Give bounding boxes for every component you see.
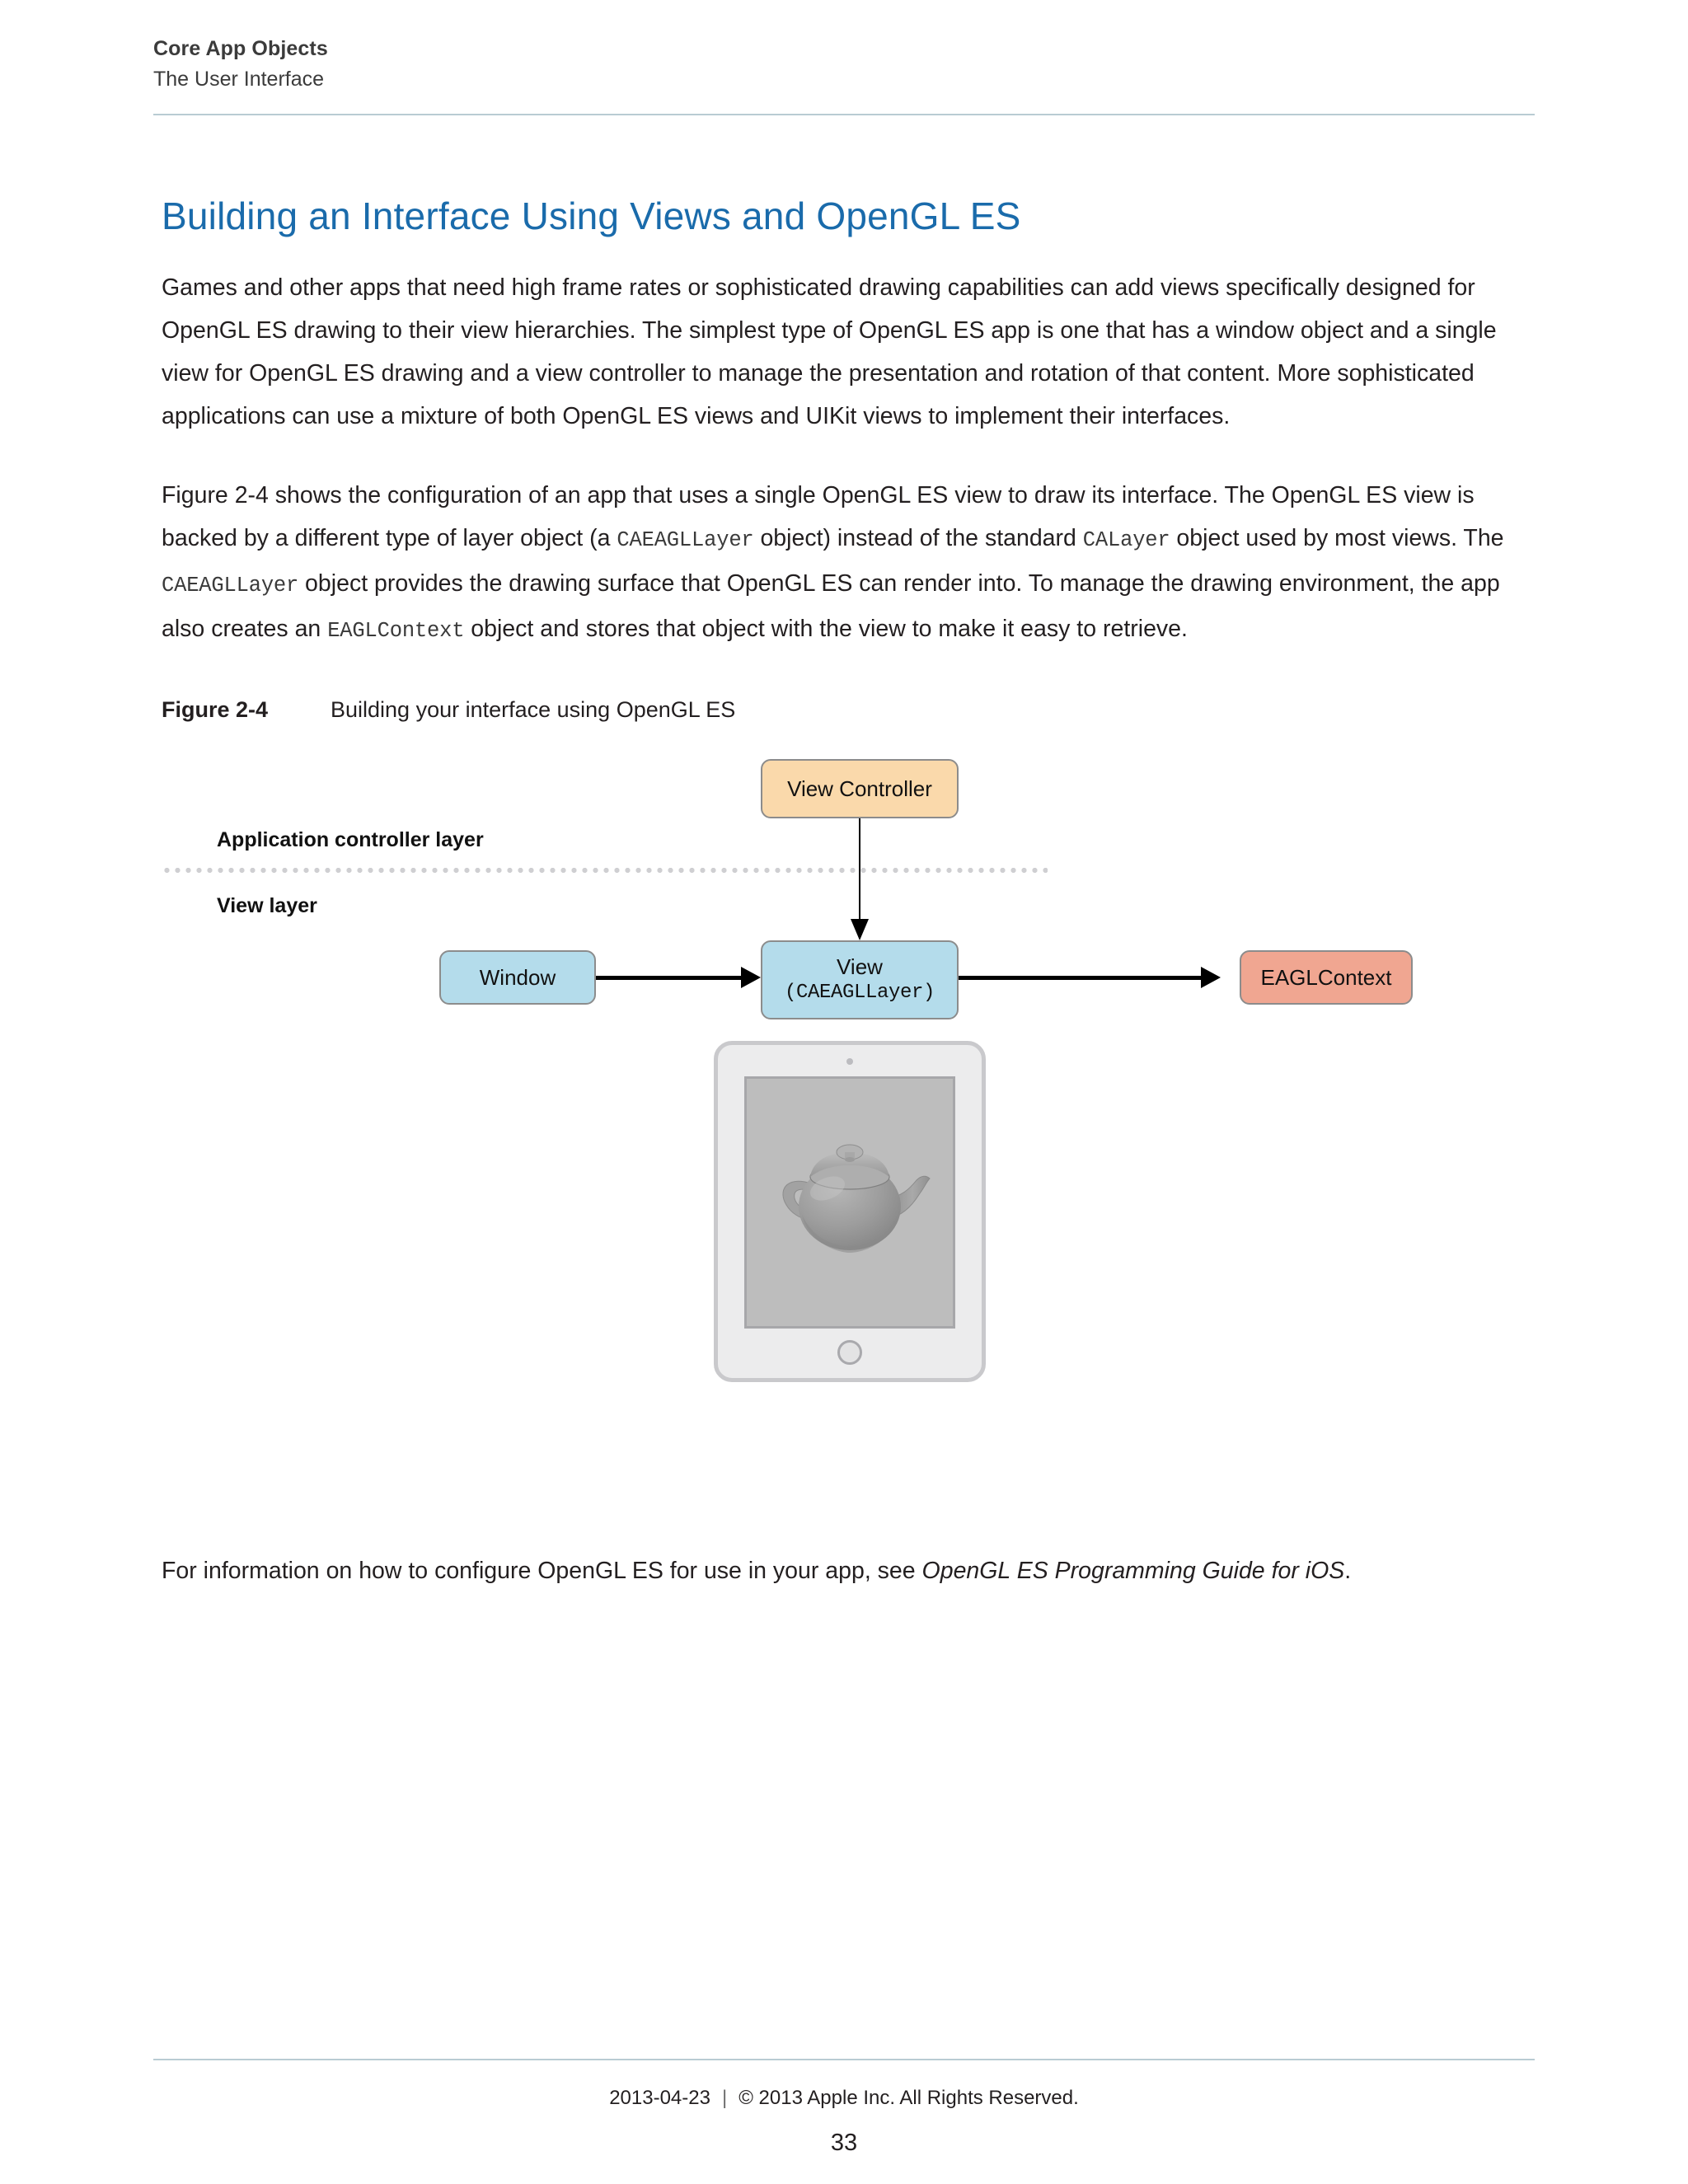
arrow-window-to-view-line	[596, 976, 743, 980]
header-divider	[153, 114, 1535, 115]
code-calayer: CALayer	[1082, 527, 1170, 552]
ipad-device-illustration	[714, 1041, 986, 1382]
header-chapter-title: The User Interface	[153, 68, 325, 91]
diagram-box-eagl-context-label: EAGLContext	[1260, 964, 1392, 990]
running-header	[153, 36, 1535, 93]
closing-paragraph	[162, 1549, 1513, 1592]
diagram-box-eagl-context	[1240, 950, 1413, 1005]
arrow-view-to-context-line	[959, 976, 1203, 980]
arrow-view-to-context-head	[1201, 967, 1221, 988]
diagram-box-window-label: Window	[479, 964, 556, 990]
diagram-box-view-controller	[761, 759, 959, 818]
page-number: 33	[830, 2130, 858, 2156]
diagram-box-view	[761, 940, 959, 1019]
book-reference: OpenGL ES Programming Guide for iOS	[921, 1558, 1345, 1584]
code-caeagllayer-2: CAEAGLLayer	[162, 573, 299, 598]
footer-divider	[153, 2059, 1535, 2060]
arrow-controller-to-view-line	[859, 818, 860, 922]
diagram-box-window	[439, 950, 596, 1005]
body-paragraph-1: Games and other apps that need high frame rates or sophisticated drawing capabilities can add views specifically designed for OpenGL ES drawing to their view hierarchies. The simplest type of OpenGL ES app is one that has a window object and a single view for OpenGL ES drawing and a view controller to manage the presentation and rotation of that content. More sophisticated applications can use a mixture of both OpenGL ES views and UIKit views to implement their interfaces.	[162, 274, 1497, 429]
camera-icon	[846, 1058, 853, 1065]
diagram-box-view-layer-class: (CAEAGLLayer)	[784, 982, 935, 1005]
paragraph2-text-5: object and stores that object with the view to make it easy to retrieve.	[464, 615, 1188, 642]
diagram-box-view-label: View	[837, 954, 883, 980]
arrow-window-to-view-head	[741, 967, 761, 988]
figure-diagram	[162, 743, 1530, 1394]
figure-number: Figure 2-4	[162, 696, 269, 722]
footer	[0, 2087, 1688, 2110]
label-view-layer: View layer	[217, 893, 317, 917]
footer-separator: |	[721, 2087, 728, 2109]
paragraph2-text-2: object) instead of the standard	[753, 524, 1083, 551]
arrow-controller-to-view-head	[851, 919, 869, 940]
header-book-title: Core App Objects	[153, 37, 328, 60]
closing-text-1: For information on how to configure OpenGL ES for use in your app, see	[162, 1558, 922, 1584]
figure-caption-text: Building your interface using OpenGL ES	[331, 696, 736, 722]
footer-copyright: © 2013 Apple Inc. All Rights Reserved.	[738, 2087, 1079, 2109]
home-button-icon	[837, 1340, 862, 1365]
figure-caption	[162, 696, 1530, 724]
paragraph2-text-3: object used by most views. The	[1170, 524, 1504, 551]
label-application-controller-layer: Application controller layer	[217, 827, 484, 851]
page-title: Building an Interface Using Views and OpenGL ES	[162, 194, 1021, 237]
teapot-icon	[763, 1134, 936, 1270]
layer-separator-dotted-line	[162, 868, 1048, 873]
main-content	[162, 194, 1530, 1394]
body-paragraph-2	[162, 474, 1530, 653]
footer-date: 2013-04-23	[609, 2087, 710, 2109]
code-eaglcontext: EAGLContext	[327, 618, 465, 643]
paragraph2-text-1: Figure 2-4 shows the configuration of an app that uses a single OpenGL ES view to draw its interface. The OpenGL ES view is backed by a different type of layer object (a	[162, 481, 1475, 551]
ipad-screen	[744, 1076, 955, 1329]
paragraph2-text-4: object provides the drawing surface that OpenGL ES can render into. To manage the drawing environment, the app also creates an	[162, 569, 1500, 642]
code-caeagllayer-1: CAEAGLLayer	[617, 527, 754, 552]
closing-text-2: .	[1344, 1558, 1352, 1584]
diagram-box-view-controller-label: View Controller	[787, 776, 932, 801]
teapot-render	[747, 1079, 953, 1326]
